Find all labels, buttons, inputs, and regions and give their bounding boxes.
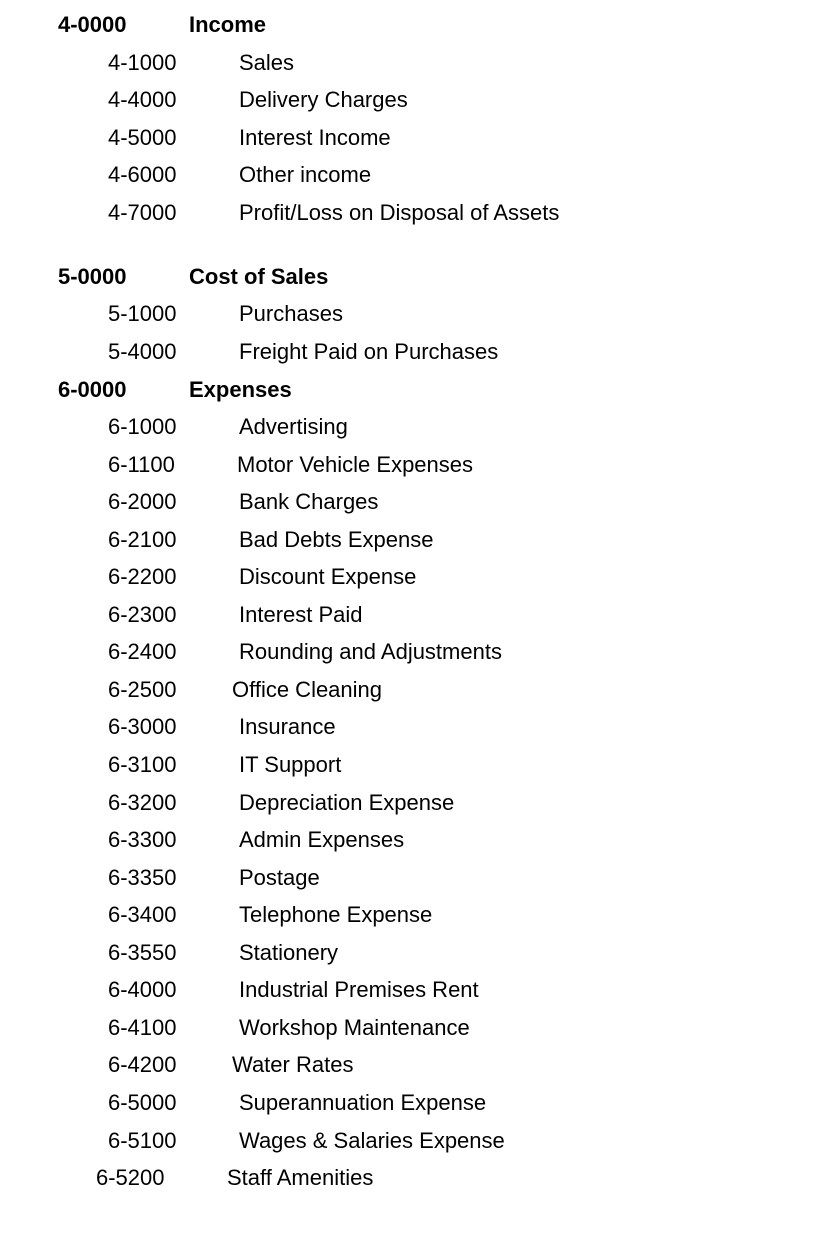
account-name: Interest Income — [239, 125, 391, 150]
account-name: Freight Paid on Purchases — [239, 339, 499, 364]
account-code: 6-3550 — [108, 940, 177, 965]
account-name: Workshop Maintenance — [239, 1015, 470, 1040]
account-code: 4-5000 — [108, 125, 177, 150]
account-code: 4-1000 — [108, 50, 177, 75]
account-name: Cost of Sales — [189, 264, 329, 289]
account-code: 5-0000 — [58, 264, 127, 289]
account-code: 4-7000 — [108, 200, 177, 225]
account-code: 5-1000 — [108, 301, 177, 326]
account-code: 6-3000 — [108, 714, 177, 739]
account-name: Water Rates — [232, 1052, 354, 1077]
account-name: Telephone Expense — [239, 902, 433, 927]
account-code: 6-5200 — [96, 1165, 165, 1190]
account-code: 6-2200 — [108, 564, 177, 589]
account-code: 6-2400 — [108, 639, 177, 664]
account-code: 6-4200 — [108, 1052, 177, 1077]
account-name: Industrial Premises Rent — [239, 977, 479, 1002]
account-code: 6-1100 — [108, 452, 175, 477]
account-code: 6-5000 — [108, 1090, 177, 1115]
account-name: Discount Expense — [239, 564, 417, 589]
account-code: 6-2100 — [108, 527, 177, 552]
account-name: Bad Debts Expense — [239, 527, 434, 552]
account-code: 5-4000 — [108, 339, 177, 364]
account-code: 6-3300 — [108, 827, 177, 852]
account-code: 4-6000 — [108, 162, 177, 187]
account-name: Wages & Salaries Expense — [239, 1128, 505, 1153]
account-code: 6-5100 — [108, 1128, 177, 1153]
account-name: Rounding and Adjustments — [239, 639, 502, 664]
account-name: Other income — [239, 162, 372, 187]
account-code: 4-0000 — [58, 12, 127, 37]
account-code: 6-2500 — [108, 677, 177, 702]
account-code: 6-0000 — [58, 377, 127, 402]
account-name: Interest Paid — [239, 602, 363, 627]
account-name: Bank Charges — [239, 489, 379, 514]
account-name: IT Support — [239, 752, 342, 777]
account-code: 6-1000 — [108, 414, 177, 439]
account-name: Stationery — [239, 940, 339, 965]
account-name: Staff Amenities — [227, 1165, 374, 1190]
account-name: Admin Expenses — [239, 827, 405, 852]
account-code: 6-4000 — [108, 977, 177, 1002]
account-name: Delivery Charges — [239, 87, 408, 112]
account-code: 6-3400 — [108, 902, 177, 927]
account-name: Purchases — [239, 301, 343, 326]
account-name: Insurance — [239, 714, 336, 739]
account-name: Office Cleaning — [232, 677, 383, 702]
account-name: Motor Vehicle Expenses — [237, 452, 474, 477]
account-code: 4-4000 — [108, 87, 177, 112]
account-code: 6-2300 — [108, 602, 177, 627]
account-name: Postage — [239, 865, 320, 890]
account-code: 6-3350 — [108, 865, 177, 890]
account-name: Superannuation Expense — [239, 1090, 487, 1115]
account-name: Income — [189, 12, 267, 37]
account-code: 6-2000 — [108, 489, 177, 514]
account-name: Sales — [239, 50, 295, 75]
account-name: Depreciation Expense — [239, 790, 455, 815]
account-name: Profit/Loss on Disposal of Assets — [239, 200, 560, 225]
account-name: Expenses — [189, 377, 292, 402]
account-code: 6-4100 — [108, 1015, 177, 1040]
account-code: 6-3100 — [108, 752, 177, 777]
account-name: Advertising — [239, 414, 348, 439]
account-code: 6-3200 — [108, 790, 177, 815]
